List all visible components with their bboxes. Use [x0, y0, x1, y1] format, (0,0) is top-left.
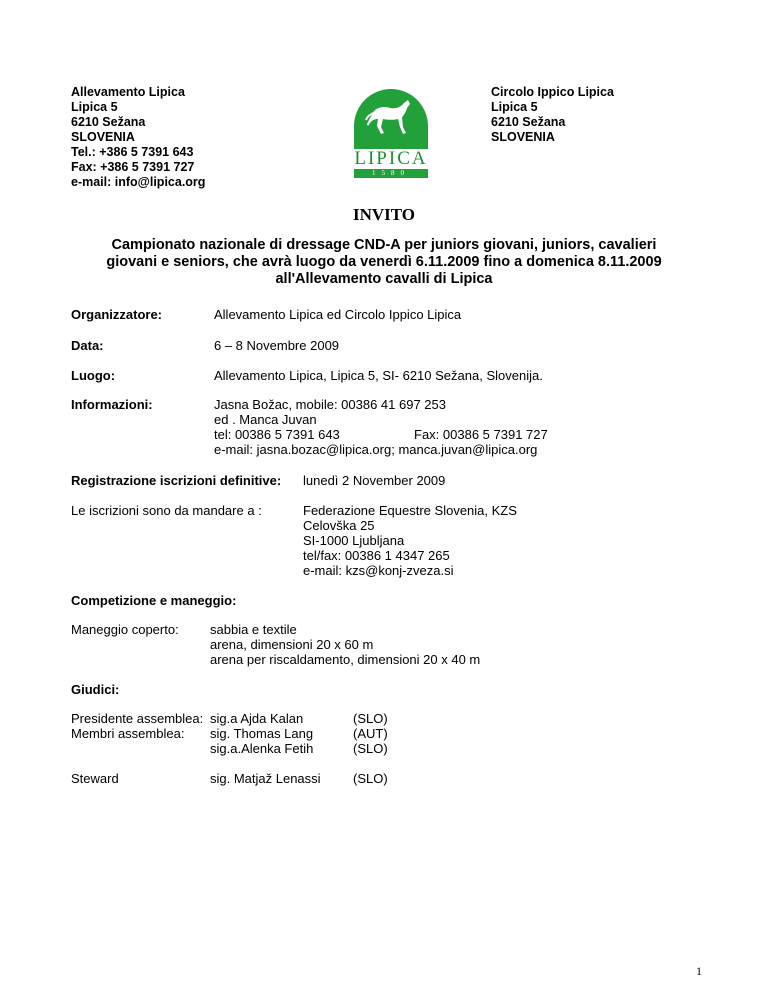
arena-line: arena per riscaldamento, dimensioni 20 x 40 m [210, 652, 481, 667]
federation-line: SI-1000 Ljubljana [303, 533, 405, 548]
address-line: SLOVENIA [491, 130, 555, 144]
steward-country: (SLO) [353, 771, 388, 786]
organizer-value: Allevamento Lipica ed Circolo Ippico Lipica [214, 307, 462, 322]
judge-country: (AUT) [353, 726, 388, 741]
sender-address [71, 85, 205, 190]
judge-role: Membri assemblea: [71, 726, 185, 741]
address-line: 6210 Sežana [71, 115, 146, 129]
logo-wordmark: LIPICA [354, 148, 428, 169]
info-contact: ed . Manca Juvan [214, 412, 317, 427]
info-fax: Fax: 00386 5 7391 727 [414, 427, 548, 442]
info-label: Informazioni: [71, 397, 153, 412]
address-line: Circolo Ippico Lipica [491, 85, 614, 99]
address-line: Tel.: +386 5 7391 643 [71, 145, 194, 159]
steward-role: Steward [71, 771, 119, 786]
info-tel: tel: 00386 5 7391 643 [214, 427, 340, 442]
send-to-label: Le iscrizioni sono da mandare a : [71, 503, 262, 518]
judge-role: Presidente assemblea: [71, 711, 204, 726]
address-line: Lipica 5 [71, 100, 118, 114]
organizer-label: Organizzatore: [71, 307, 163, 322]
competition-heading: Competizione e maneggio: [71, 593, 237, 608]
address-line: 6210 Sežana [491, 115, 566, 129]
judge-country: (SLO) [353, 741, 388, 756]
arena-label: Maneggio coperto: [71, 622, 179, 637]
registration-label: Registrazione iscrizioni definitive: [71, 473, 282, 488]
judge-name: sig.a Ajda Kalan [210, 711, 304, 726]
address-line: e-mail: info@lipica.org [71, 175, 206, 189]
judges-heading: Giudici: [71, 682, 120, 697]
registration-value: lunedì 2 November 2009 [303, 473, 446, 488]
location-label: Luogo: [71, 368, 116, 383]
subtitle-line: giovani e seniors, che avrà luogo da venerdì 6.11.2009 fino a domenica 8.11.2009 [106, 254, 662, 270]
federation-line: Federazione Equestre Slovenia, KZS [303, 503, 517, 518]
date-label: Data: [71, 338, 104, 353]
address-line: Allevamento Lipica [71, 85, 185, 99]
address-line: Lipica 5 [491, 100, 538, 114]
federation-address [303, 503, 517, 578]
info-email: e-mail: jasna.bozac@lipica.org; manca.juvan@lipica.org [214, 442, 538, 457]
event-description [60, 237, 708, 288]
recipient-address [491, 85, 614, 145]
subtitle-line: all'Allevamento cavalli di Lipica [275, 271, 493, 287]
federation-line: e-mail: kzs@konj-zveza.si [303, 563, 454, 578]
address-line: SLOVENIA [71, 130, 135, 144]
location-value: Allevamento Lipica, Lipica 5, SI- 6210 Sežana, Slovenija. [214, 368, 543, 383]
federation-line: tel/fax: 00386 1 4347 265 [303, 548, 450, 563]
judge-name: sig. Thomas Lang [210, 726, 314, 741]
horse-icon [354, 89, 428, 149]
subtitle-line: Campionato nazionale di dressage CND-A per juniors giovani, juniors, cavalieri [111, 237, 657, 253]
arena-line: sabbia e textile [210, 622, 297, 637]
address-line: Fax: +386 5 7391 727 [71, 160, 195, 174]
judge-name: sig.a.Alenka Fetih [210, 741, 314, 756]
document-title: INVITO [352, 205, 416, 224]
lipica-logo-shield [354, 89, 428, 149]
steward-name: sig. Matjaž Lenassi [210, 771, 321, 786]
info-contact: Jasna Božac, mobile: 00386 41 697 253 [214, 397, 447, 412]
federation-line: Celovška 25 [303, 518, 375, 533]
logo-year: 1580 [354, 169, 428, 178]
arena-line: arena, dimensioni 20 x 60 m [210, 637, 374, 652]
date-value: 6 – 8 Novembre 2009 [214, 338, 340, 353]
judge-country: (SLO) [353, 711, 388, 726]
arena-details [210, 622, 480, 667]
page-number: 1 [696, 964, 702, 978]
